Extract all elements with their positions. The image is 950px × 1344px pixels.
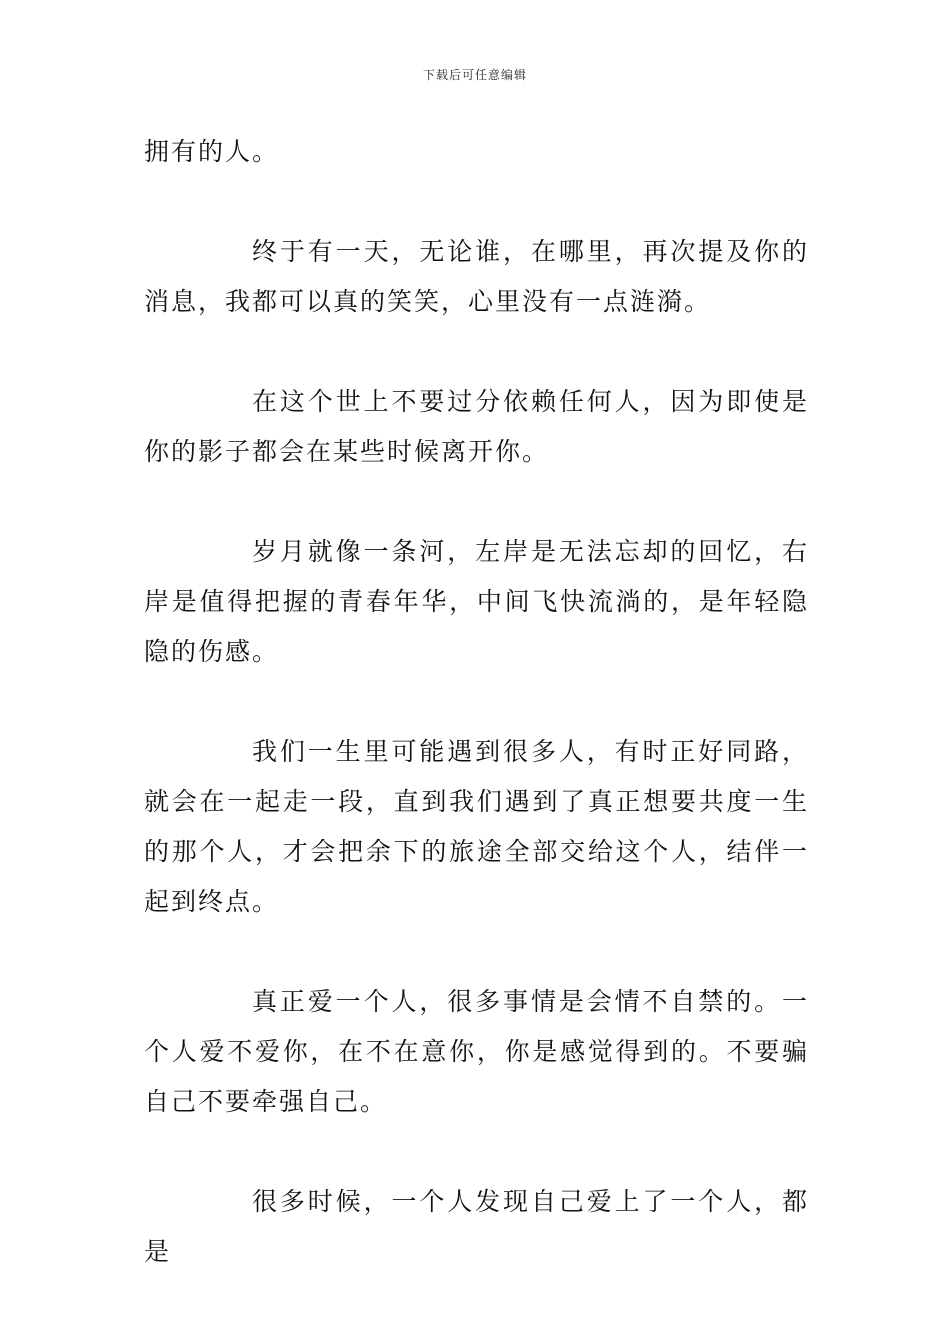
paragraph: 拥有的人。 [144, 137, 280, 166]
paragraph: 在这个世上不要过分依赖任何人，因为即使是你的影子都会在某些时候离开你。 [144, 387, 809, 466]
document-body [144, 127, 809, 1327]
page-header: 下载后可任意编辑 [422, 68, 527, 82]
paragraph: 岁月就像一条河，左岸是无法忘却的回忆，右岸是值得把握的青春年华，中间飞快流淌的，是年轻隐隐的伤感。 [144, 537, 809, 666]
paragraph: 终于有一天，无论谁，在哪里，再次提及你的消息，我都可以真的笑笑，心里没有一点涟漪。 [144, 237, 809, 316]
paragraph: 我们一生里可能遇到很多人，有时正好同路，就会在一起走一段，直到我们遇到了真正想要共度一生的那个人，才会把余下的旅途全部交给这个人，结伴一起到终点。 [144, 737, 809, 916]
paragraph: 真正爱一个人，很多事情是会情不自禁的。一个人爱不爱你，在不在意你，你是感觉得到的。不要骗自己不要牵强自己。 [144, 987, 809, 1116]
paragraph: 很多时候，一个人发现自己爱上了一个人，都是 [144, 1187, 809, 1266]
